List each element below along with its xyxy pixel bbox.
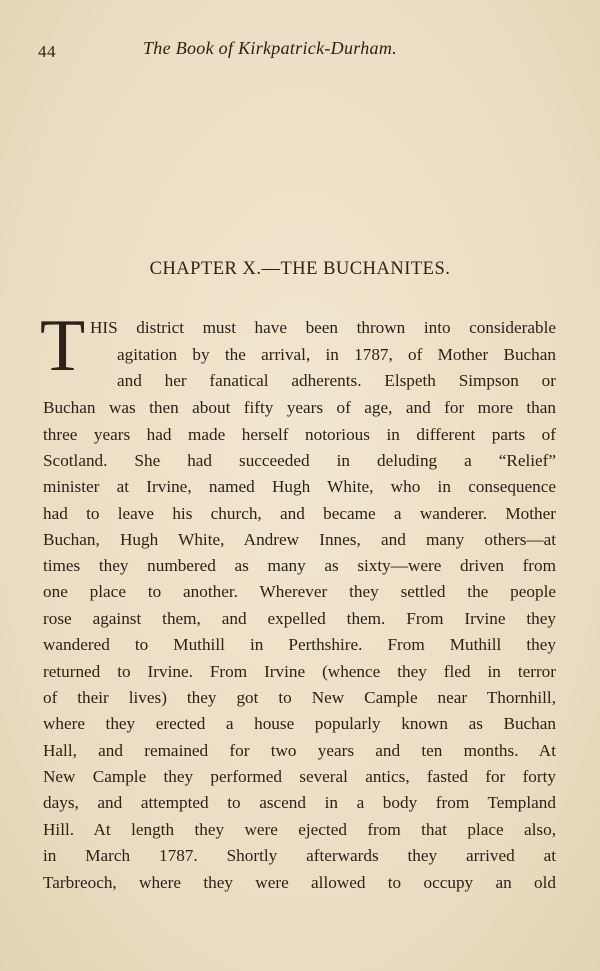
page-number: 44 (38, 42, 56, 61)
text-line: rose against them, and expelled them. From Irvine they (43, 609, 556, 628)
text-line: where they erected a house popularly known as Buchan (43, 714, 556, 733)
text-line: days, and attempted to ascend in a body from Templand (43, 793, 556, 812)
text-line: Tarbreoch, where they were allowed to occupy an old (43, 873, 556, 892)
text-line: Buchan, Hugh White, Andrew Innes, and many others—at (43, 530, 556, 549)
chapter-title: CHAPTER X.—THE BUCHANITES. (149, 259, 451, 279)
text-line: had to leave his church, and became a wanderer. Mother (43, 504, 556, 523)
text-line: wandered to Muthill in Perthshire. From Muthill they (43, 635, 556, 654)
text-line: HIS district must have been thrown into considerable (90, 318, 556, 337)
text-line: minister at Irvine, named Hugh White, who in consequence (43, 477, 556, 496)
text-line: returned to Irvine. From Irvine (whence they fled in terror (43, 662, 556, 681)
text-line: of their lives) they got to New Cample near Thornhill, (43, 688, 556, 707)
text-line: agitation by the arrival, in 1787, of Mother Buchan (117, 345, 556, 364)
text-line: and her fanatical adherents. Elspeth Simpson or (117, 371, 556, 390)
text-line: Hall, and remained for two years and ten months. At (43, 741, 556, 760)
text-line: three years had made herself notorious in different parts of (43, 425, 556, 444)
text-line: Hill. At length they were ejected from that place also, (43, 820, 556, 839)
text-line: Buchan was then about fifty years of age, and for more than (43, 398, 556, 417)
text-line: times they numbered as many as sixty—were driven from (43, 556, 556, 575)
drop-cap: T (40, 305, 86, 387)
text-line: one place to another. Wherever they settled the people (43, 582, 556, 601)
text-line: in March 1787. Shortly afterwards they arrived at (43, 846, 556, 865)
text-line: New Cample they performed several antics, fasted for forty (43, 767, 556, 786)
running-head: The Book of Kirkpatrick-Durham. (143, 38, 397, 58)
text-line: Scotland. She had succeeded in deluding a “Relief” (43, 451, 556, 470)
